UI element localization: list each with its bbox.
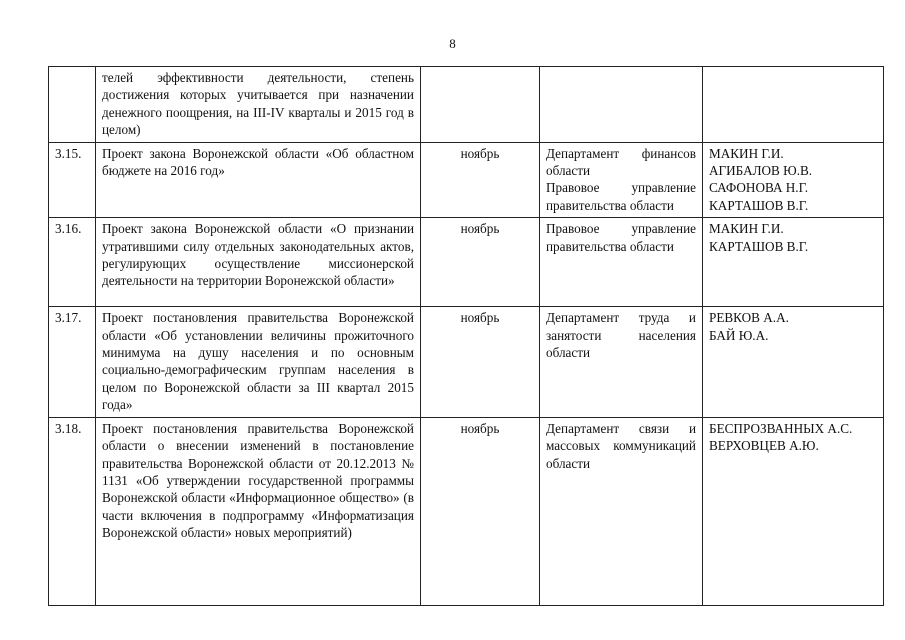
responsible-person: РЕВКОВ А.А. [709, 310, 789, 326]
responsible-person: КАРТАШОВ В.Г. [709, 238, 809, 254]
table-row [49, 307, 884, 417]
department-line: Департамент связи и массовых коммуникаций области [546, 420, 696, 471]
row-term: ноябрь [421, 307, 540, 417]
table-row [49, 417, 884, 605]
row-number: 3.16. [49, 218, 96, 307]
row-department [540, 142, 703, 218]
responsible-person: АГИБАЛОВ Ю.В. [709, 163, 813, 179]
responsible-person: БЕСПРОЗВАННЫХ А.С. [709, 420, 853, 436]
table-row [49, 218, 884, 307]
row-responsible [703, 417, 884, 605]
row-term: ноябрь [421, 417, 540, 605]
row-department [540, 417, 703, 605]
row-department [540, 307, 703, 417]
row-responsible [703, 218, 884, 307]
row-title: Проект постановления правительства Воронежской области «Об установлении величины прожиточного минимума на душу населения и по основным социально-демографическим группам населения в целом по Воронежской области за III квартал 2015 года» [96, 307, 421, 417]
row-number: 3.15. [49, 142, 96, 218]
row-responsible [703, 142, 884, 218]
department-line: Департамент финансов области [546, 145, 696, 179]
responsible-person: МАКИН Г.И. [709, 221, 784, 237]
row-number [49, 67, 96, 143]
department-line: Департамент труда и занятости населения области [546, 310, 696, 361]
row-title: Проект закона Воронежской области «Об областном бюджете на 2016 год» [96, 142, 421, 218]
row-term: ноябрь [421, 142, 540, 218]
row-term: ноябрь [421, 218, 540, 307]
page-number: 8 [449, 36, 456, 51]
row-title: телей эффективности деятельности, степень достижения которых учитывается при назначении денежного поощрения, на III-IV кварталы и 2015 год в целом) [96, 67, 421, 143]
row-number: 3.17. [49, 307, 96, 417]
row-department [540, 67, 703, 143]
row-department [540, 218, 703, 307]
row-term [421, 67, 540, 143]
responsible-person: ВЕРХОВЦЕВ А.Ю. [709, 438, 819, 454]
row-responsible [703, 307, 884, 417]
department-line: Правовое управление правительства области [546, 221, 696, 254]
table-row [49, 67, 884, 143]
responsible-person: САФОНОВА Н.Г. [709, 180, 809, 196]
responsible-person: БАЙ Ю.А. [709, 327, 769, 343]
responsible-person: МАКИН Г.И. [709, 145, 784, 161]
row-number: 3.18. [49, 417, 96, 605]
row-title: Проект закона Воронежской области «О признании утратившими силу отдельных законодательных актов, регулирующих осуществление миссионерской деятельности на территории Воронежской области» [96, 218, 421, 307]
department-line: Правовое управление правительства области [546, 180, 696, 213]
row-responsible [703, 67, 884, 143]
plan-table [48, 66, 884, 606]
row-title: Проект постановления правительства Воронежской области о внесении изменений в постановление правительства Воронежской области от 20.12.2013 № 1131 «Об утверждении государственной программы Воронежской области «Информационное общество» (в части включения в подпрограмму «Информатизация Воронежской области» новых мероприятий) [96, 417, 421, 605]
table-row [49, 142, 884, 218]
responsible-person: КАРТАШОВ В.Г. [709, 197, 809, 213]
